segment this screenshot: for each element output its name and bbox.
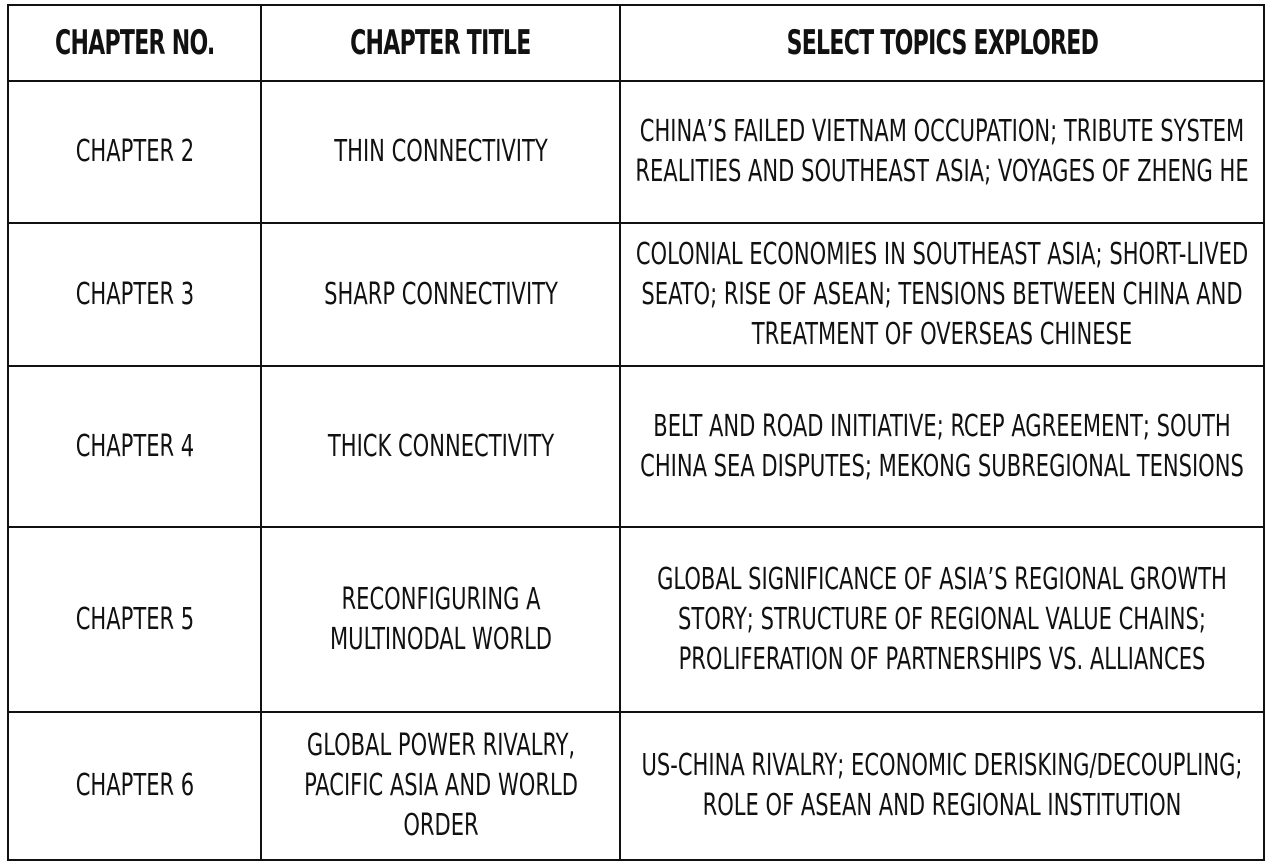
table-row — [8, 527, 1264, 712]
chapter-title-cell: THICK CONNECTIVITY — [261, 366, 620, 527]
chapter-number-cell: CHAPTER 4 — [8, 366, 261, 527]
table-row — [8, 712, 1264, 860]
header-select-topics: SELECT TOPICS EXPLORED — [620, 5, 1264, 81]
table-row — [8, 366, 1264, 527]
chapter-title-cell: THIN CONNECTIVITY — [261, 81, 620, 223]
chapter-table-container — [7, 4, 1263, 857]
chapter-number-cell: CHAPTER 2 — [8, 81, 261, 223]
table-row — [8, 223, 1264, 366]
chapter-topics-cell: CHINA’S FAILED VIETNAM OCCUPATION; TRIBUTE SYSTEM REALITIES AND SOUTHEAST ASIA; VOYAGES OF ZHENG HE — [620, 81, 1264, 223]
chapter-title-cell: SHARP CONNECTIVITY — [261, 223, 620, 366]
chapter-topics-cell: BELT AND ROAD INITIATIVE; RCEP AGREEMENT; SOUTH CHINA SEA DISPUTES; MEKONG SUBREGIONAL TENSIONS — [620, 366, 1264, 527]
chapter-topics-cell: US-CHINA RIVALRY; ECONOMIC DERISKING/DECOUPLING; ROLE OF ASEAN AND REGIONAL INSTITUTION — [620, 712, 1264, 860]
chapter-topics-cell: COLONIAL ECONOMIES IN SOUTHEAST ASIA; SHORT-LIVED SEATO; RISE OF ASEAN; TENSIONS BETWEEN CHINA AND TREATMENT OF OVERSEAS CHINESE — [620, 223, 1264, 366]
chapter-title-cell: RECONFIGURING A MULTINODAL WORLD — [261, 527, 620, 712]
chapter-table — [7, 4, 1265, 861]
chapter-number-cell: CHAPTER 6 — [8, 712, 261, 860]
header-chapter-no: CHAPTER NO. — [8, 5, 261, 81]
chapter-number-cell: CHAPTER 5 — [8, 527, 261, 712]
header-chapter-title: CHAPTER TITLE — [261, 5, 620, 81]
table-row — [8, 81, 1264, 223]
table-header-row — [8, 5, 1264, 81]
chapter-title-cell: GLOBAL POWER RIVALRY, PACIFIC ASIA AND WORLD ORDER — [261, 712, 620, 860]
chapter-number-cell: CHAPTER 3 — [8, 223, 261, 366]
chapter-topics-cell: GLOBAL SIGNIFICANCE OF ASIA’S REGIONAL GROWTH STORY; STRUCTURE OF REGIONAL VALUE CHAINS; PROLIFERATION OF PARTNERSHIPS VS. ALLIANCES — [620, 527, 1264, 712]
